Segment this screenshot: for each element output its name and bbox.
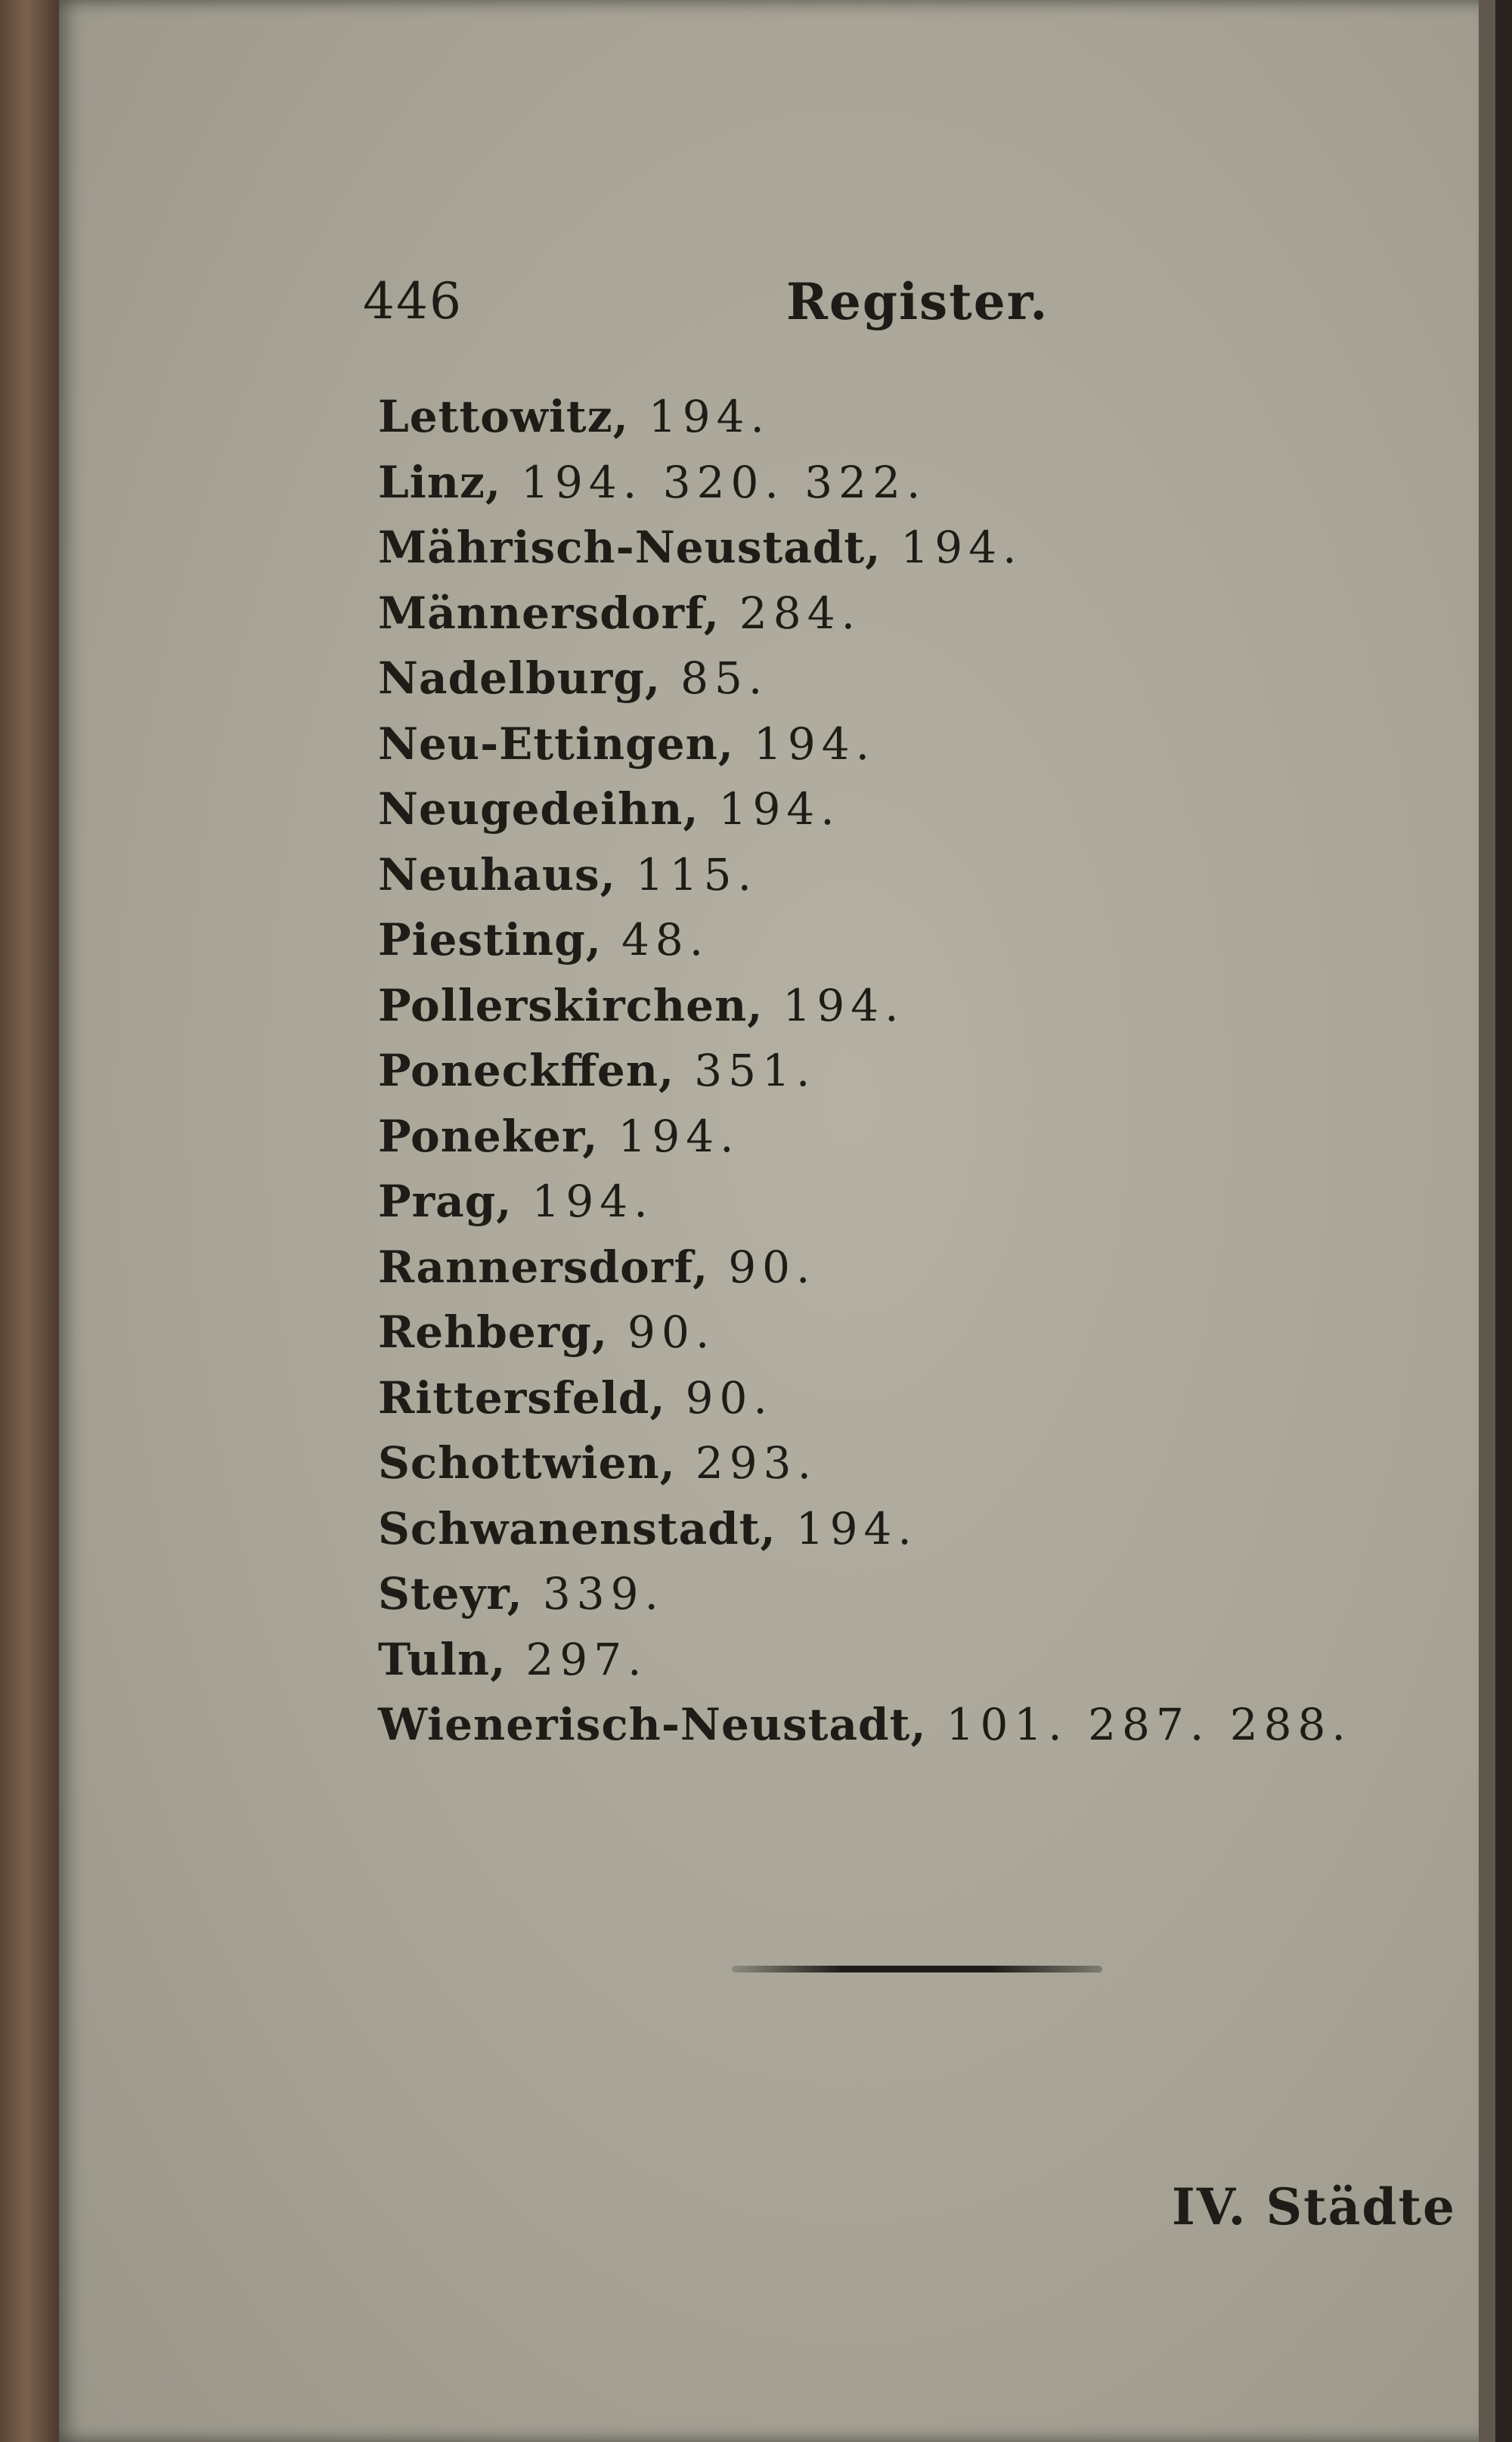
entry-pages: 194. (795, 1502, 918, 1554)
page-number: 446 (363, 272, 463, 330)
entry-name: Männersdorf, (378, 587, 720, 639)
register-entry (378, 1038, 1361, 1104)
entry-name: Poneker, (378, 1110, 599, 1162)
register-entry (378, 1235, 1361, 1300)
entry-name: Poneckﬀen, (378, 1045, 675, 1096)
book-spine (0, 0, 59, 2442)
entry-pages: 194. (618, 1110, 740, 1162)
entry-name: Neu-Ettingen, (378, 717, 734, 770)
entry-name: Steyr, (378, 1568, 523, 1619)
entry-pages: 194. (753, 717, 876, 770)
register-entry (378, 1300, 1361, 1365)
entry-pages: 85. (680, 652, 769, 704)
entry-name: Neuhaus, (378, 848, 616, 900)
entry-name: Neugedeihn, (378, 783, 699, 835)
entry-pages: 293. (695, 1437, 818, 1489)
entry-name: Linz, (378, 456, 502, 508)
entry-pages: 297. (525, 1633, 648, 1685)
entry-pages: 194. (718, 783, 841, 835)
register-entry (378, 1104, 1361, 1170)
register-entry (378, 1627, 1361, 1693)
entry-pages: 90. (685, 1371, 773, 1424)
entry-name: Piesting, (378, 914, 602, 965)
page-header (363, 272, 1049, 340)
entry-pages: 90. (627, 1306, 716, 1358)
entry-name: Rannersdorf, (378, 1241, 709, 1293)
register-entry (378, 711, 1361, 777)
entry-name: Rehberg, (378, 1306, 609, 1358)
page-edge (1479, 0, 1495, 2442)
entry-pages: 48. (621, 914, 710, 965)
register-entry (378, 1692, 1361, 1758)
entry-pages: 351. (694, 1045, 816, 1096)
register-entry (378, 1561, 1361, 1627)
entry-name: Prag, (378, 1176, 513, 1227)
entry-pages: 115. (635, 848, 758, 900)
entry-name: Mährisch-Neustadt, (378, 522, 881, 573)
catchword: IV. Städte (1172, 2177, 1457, 2236)
entry-pages: 194. 320. 322. (521, 456, 927, 508)
register-entry (378, 646, 1361, 711)
entry-pages: 101. 287. 288. (946, 1699, 1352, 1750)
register-entry (378, 515, 1361, 581)
entry-name: Rittersfeld, (378, 1371, 666, 1424)
entry-name: Schwanenstadt, (378, 1502, 776, 1554)
section-rule (732, 1966, 1102, 1973)
entry-pages: 194. (648, 391, 770, 442)
register-entry (378, 581, 1361, 646)
entry-name: Nadelburg, (378, 652, 662, 704)
entry-pages: 194. (531, 1176, 654, 1227)
register-entry (378, 776, 1361, 842)
register-list (378, 384, 1361, 1758)
register-entry (378, 973, 1361, 1039)
entry-pages: 284. (739, 587, 862, 639)
register-entry (378, 842, 1361, 908)
entry-name: Wienerisch-Neustadt, (378, 1699, 927, 1750)
entry-name: Pollerskirchen, (378, 979, 764, 1031)
entry-pages: 90. (728, 1241, 816, 1293)
register-entry (378, 1430, 1361, 1496)
entry-name: Tuln, (378, 1633, 507, 1685)
register-entry (378, 450, 1361, 516)
register-entry (378, 384, 1361, 450)
entry-pages: 194. (782, 979, 905, 1031)
register-entry (378, 1496, 1361, 1562)
entry-pages: 194. (900, 522, 1023, 573)
entry-name: Lettowitz, (378, 391, 629, 442)
entry-pages: 339. (542, 1568, 665, 1619)
running-title: Register. (786, 272, 1049, 331)
entry-name: Schottwien, (378, 1437, 676, 1489)
register-entry (378, 1169, 1361, 1235)
register-entry (378, 1365, 1361, 1431)
register-entry (378, 907, 1361, 973)
